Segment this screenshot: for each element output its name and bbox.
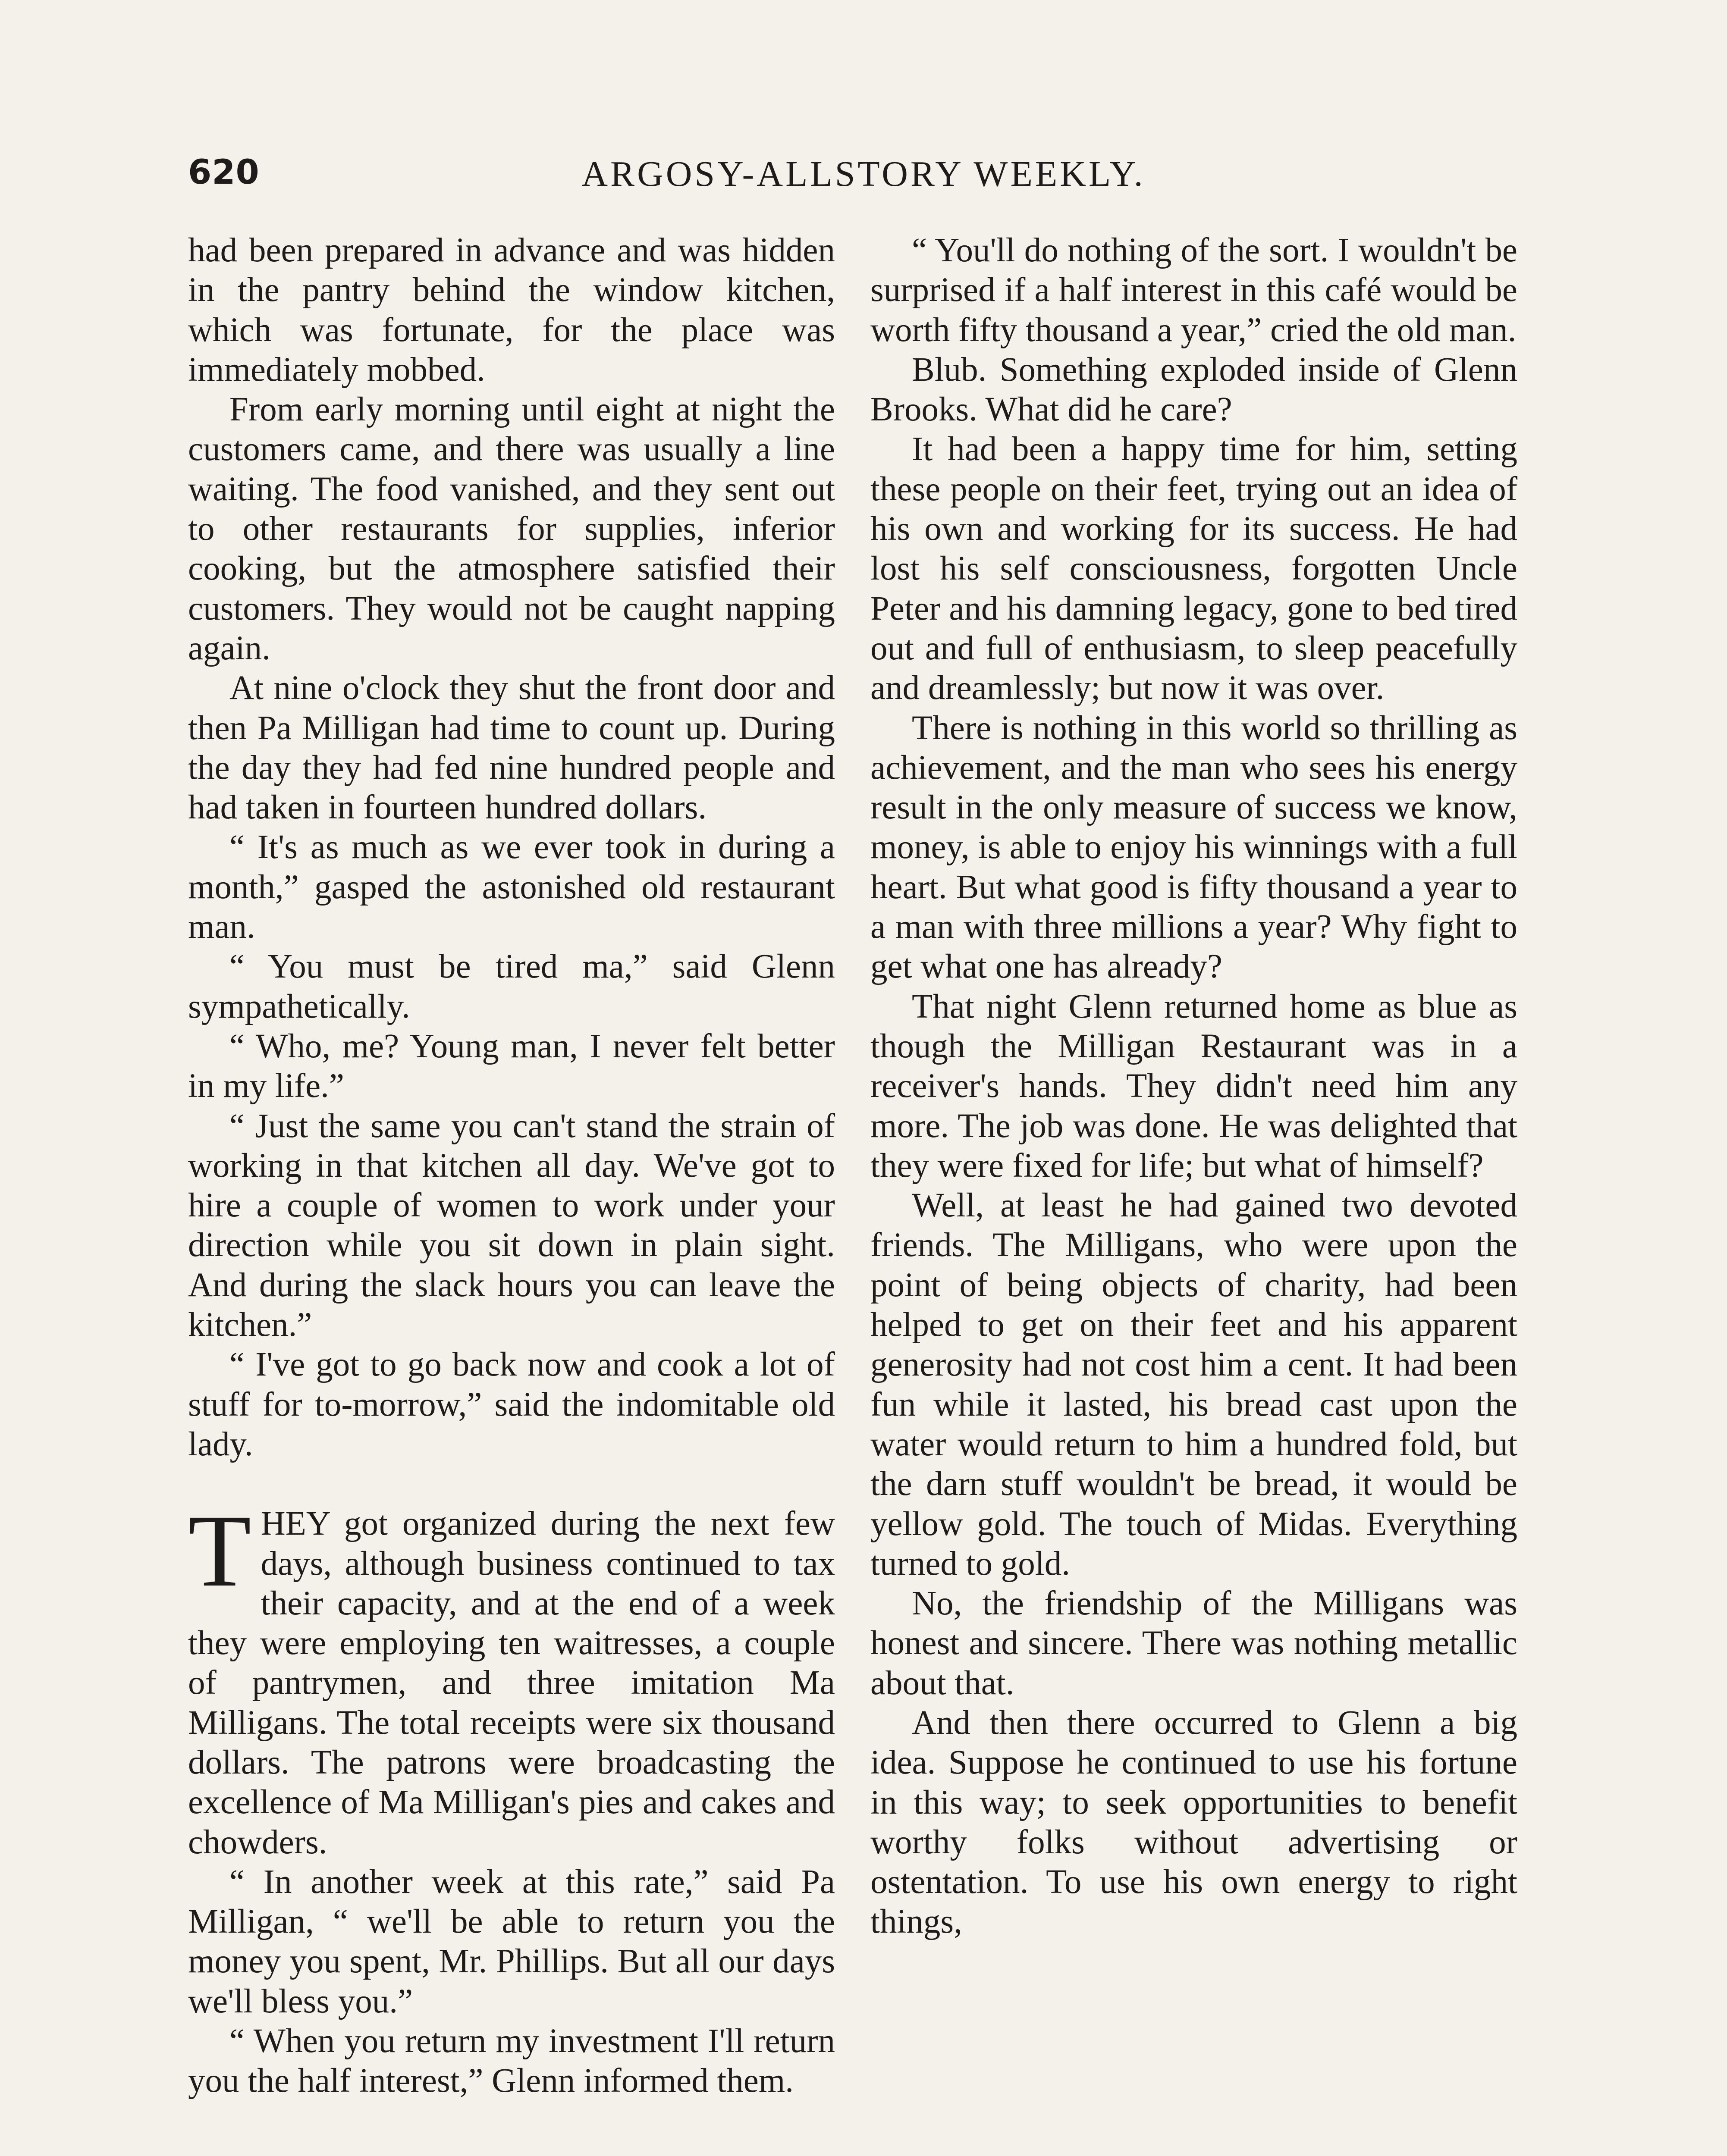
paragraph: “ Just the same you can't stand the strain of working in that kitchen all day. We've got to hire a couple of women to work under your direction while you sit down in plain sight. And during the slack hours you can leave the kitchen.” — [188, 1107, 835, 1344]
paragraph: “ You'll do nothing of the sort. I wouldn't be surprised if a half interest in this café would be worth fifty thousand a year,” cried the old man. — [870, 232, 1517, 349]
left-column — [188, 231, 835, 2101]
paragraph: Blub. Something exploded inside of Glenn Brooks. What did he care? — [870, 351, 1517, 429]
paragraph: “ When you return my investment I'll return you the half interest,” Glenn informed them. — [188, 2022, 835, 2100]
page-header — [188, 153, 1539, 205]
paragraph: No, the friendship of the Milligans was honest and sincere. There was nothing metallic about that. — [870, 1585, 1517, 1702]
paragraph: “ Who, me? Young man, I never felt better in my life.” — [188, 1027, 835, 1105]
section-opening-paragraph — [188, 1493, 835, 1862]
paragraph: “ You must be tired ma,” said Glenn sympathetically. — [188, 948, 835, 1025]
paragraph: At nine o'clock they shut the front door and then Pa Milligan had time to count up. During the day they had fed nine hundred people and had taken in fourteen hundred dollars. — [188, 669, 835, 827]
paragraph: From early morning until eight at night the customers came, and there was usually a line waiting. The food vanished, and they sent out to other restaurants for supplies, inferior cooking, but the atmosphere satisfied their customers. They would not be caught napping again. — [188, 391, 835, 667]
paragraph: There is nothing in this world so thrilling as achievement, and the man who sees his energy result in the only measure of success we know, money, is able to enjoy his winnings with a full heart. But what good is fifty thousand a year to a man with three millions a year? Why fight to get what one has already? — [870, 709, 1517, 986]
running-head: ARGOSY-ALLSTORY WEEKLY. — [581, 154, 1146, 194]
paragraph: “ In another week at this rate,” said Pa Milligan, “ we'll be able to return you the money you spent, Mr. Phillips. But all our days we'll bless you.” — [188, 1863, 835, 2020]
paragraph: It had been a happy time for him, setting these people on their feet, trying out an idea of his own and working for its success. He had lost his self consciousness, forgotten Uncle Peter and his damning legacy, gone to bed tired out and full of enthusiasm, to sleep peacefully and dreamlessly; but now it was over. — [870, 430, 1517, 707]
paragraph: That night Glenn returned home as blue as though the Milligan Restaurant was in a receiver's hands. They didn't need him any more. The job was done. He was delighted that they were fixed for life; but what of himself? — [870, 987, 1517, 1185]
drop-cap: T — [188, 1493, 251, 1608]
section-opening-text: HEY got organized during the next few days, although business continued to tax their capacity, and at the end of a week they were employing ten waitresses, a couple of pantrymen, and three imitation Ma Milligans. The total receipts were six thousand dollars. The patrons were broadcasting the excellence of Ma Milligan's pies and cakes and chowders. — [188, 1505, 835, 1861]
paragraph: “ It's as much as we ever took in during a month,” gasped the astonished old restaurant man. — [188, 828, 835, 946]
page-number: 620 — [188, 153, 260, 192]
paragraph: And then there occurred to Glenn a big idea. Suppose he continued to use his fortune in this way; to seek opportunities to benefit worthy folks without advertising or ostentation. To use his own energy to right things, — [870, 1704, 1517, 1941]
paragraph: “ I've got to go back now and cook a lot of stuff for to-morrow,” said the indomitable old lady. — [188, 1346, 835, 1463]
right-column — [870, 231, 1517, 1942]
paragraph: had been prepared in advance and was hidden in the pantry behind the window kitchen, which was fortunate, for the place was immediately mobbed. — [188, 232, 835, 389]
paragraph: Well, at least he had gained two devoted friends. The Milligans, who were upon the point of being objects of charity, had been helped to get on their feet and his apparent generosity had not cost him a cent. It had been fun while it lasted, his bread cast upon the water would return to him a hundred fold, but the darn stuff wouldn't be bread, it would be yellow gold. The touch of Midas. Everything turned to gold. — [870, 1187, 1517, 1583]
